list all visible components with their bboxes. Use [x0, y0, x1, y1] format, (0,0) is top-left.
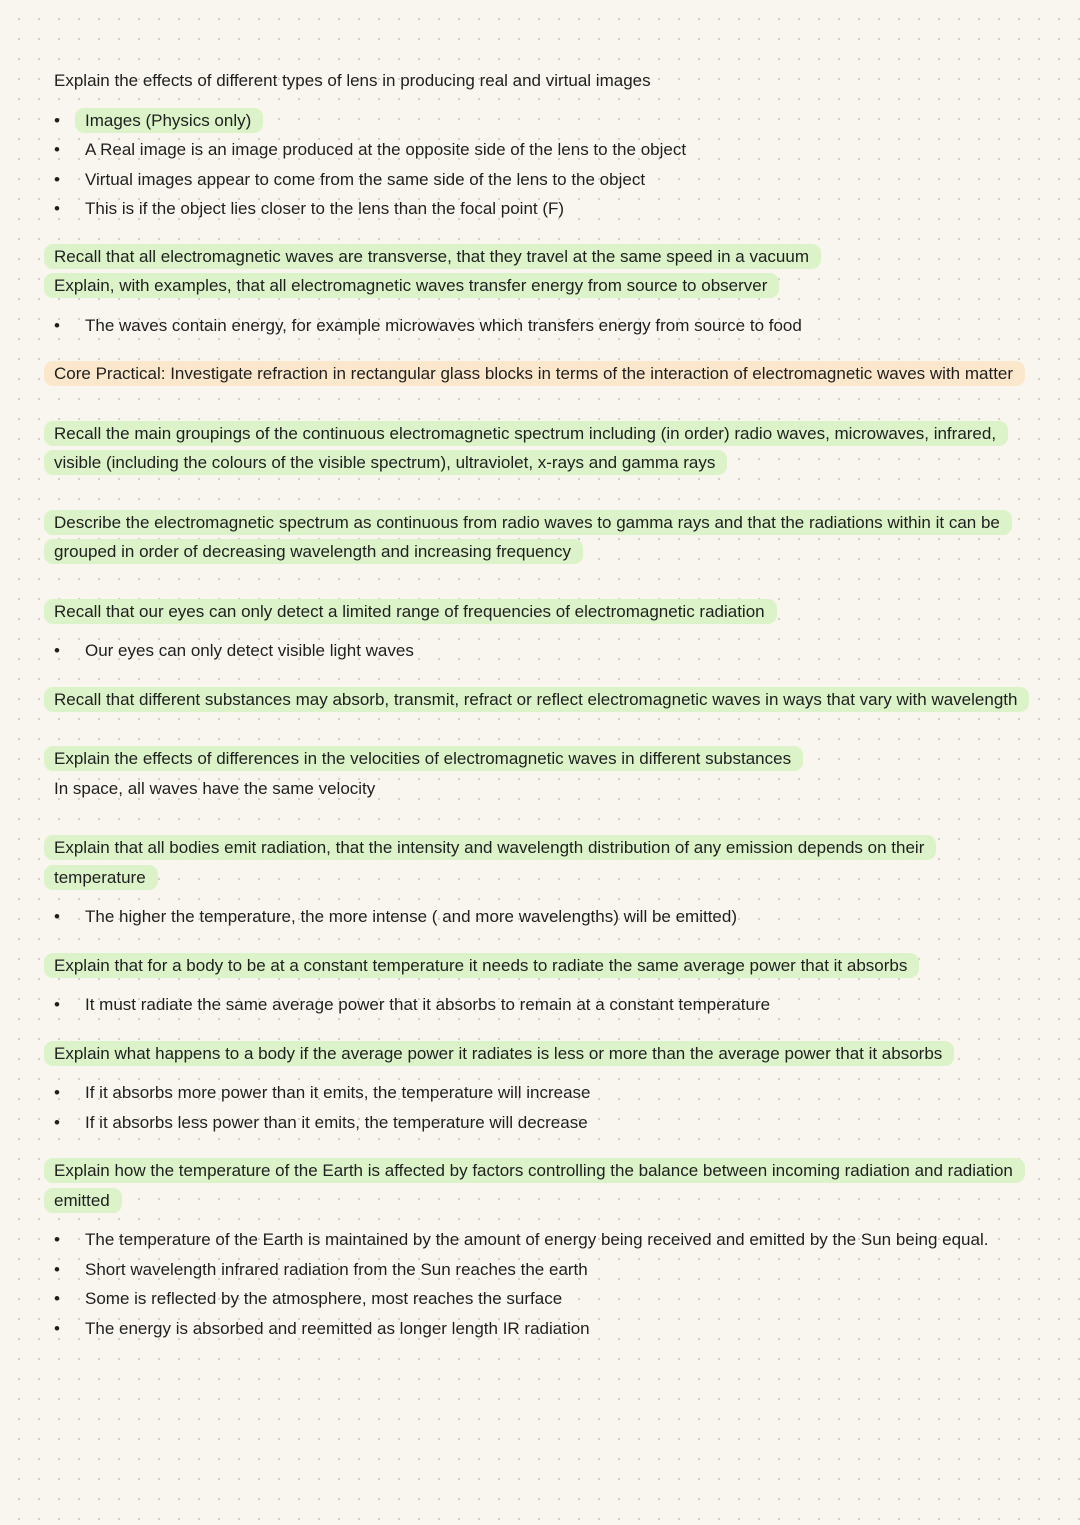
list-item: • The higher the temperature, the more intense ( and more wavelengths) will be emitted) — [54, 902, 1030, 932]
bullet-list — [54, 902, 1030, 932]
list-item: • A Real image is an image produced at the opposite side of the lens to the object — [54, 135, 1030, 165]
section-bodies-emit — [54, 833, 1030, 932]
section-em-waves-transverse — [54, 242, 1030, 341]
bullet-icon: • — [54, 169, 60, 189]
list-item: • If it absorbs less power than it emits, the temperature will decrease — [54, 1108, 1030, 1138]
list-item: • The energy is absorbed and reemitted as longer length IR radiation — [54, 1314, 1030, 1344]
section-subheading: Explain, with examples, that all electromagnetic waves transfer energy from source to observer — [54, 271, 1030, 301]
section-constant-temperature — [54, 951, 1030, 1020]
bullet-icon: • — [54, 1083, 60, 1102]
section-heading: Recall that our eyes can only detect a limited range of frequencies of electromagnetic radiation — [54, 597, 1030, 627]
section-heading: Explain how the temperature of the Earth is affected by factors controlling the balance between incoming radiation and radiation emitted — [54, 1156, 1030, 1215]
bullet-icon: • — [54, 1289, 60, 1308]
bullet-list — [54, 636, 1030, 666]
bullet-icon: • — [54, 995, 60, 1014]
bullet-icon: • — [54, 907, 60, 926]
bullet-icon: • — [54, 1112, 60, 1132]
bullet-icon: • — [54, 315, 60, 335]
section-eyes-detect — [54, 597, 1030, 666]
section-heading: Explain what happens to a body if the average power it radiates is less or more than the average power that it absorbs — [54, 1039, 1030, 1069]
section-heading: Explain the effects of different types of lens in producing real and virtual images — [54, 71, 651, 90]
section-heading: Explain that all bodies emit radiation, that the intensity and wavelength distribution of any emission depends on their temperature — [54, 833, 1030, 892]
bullet-icon: • — [54, 1318, 60, 1338]
section-lens-images — [54, 66, 1030, 224]
section-em-spectrum-continuous — [54, 508, 1030, 567]
section-heading: Recall that different substances may absorb, transmit, refract or reflect electromagnetic waves in ways that vary with wavelength — [54, 685, 1030, 715]
list-item: • Some is reflected by the atmosphere, most reaches the surface — [54, 1284, 1030, 1314]
list-item: • It must radiate the same average power that it absorbs to remain at a constant temperature — [54, 990, 1030, 1020]
bullet-list — [54, 311, 1030, 341]
section-note: In space, all waves have the same velocity — [54, 778, 376, 798]
list-item: • If it absorbs more power than it emits, the temperature will increase — [54, 1078, 1030, 1108]
bullet-icon: • — [54, 110, 60, 130]
section-core-practical — [54, 359, 1030, 389]
list-item: • This is if the object lies closer to the lens than the focal point (F) — [54, 194, 1030, 224]
section-em-spectrum-groupings — [54, 419, 1030, 478]
section-velocities — [54, 744, 1030, 803]
list-item: • Virtual images appear to come from the same side of the lens to the object — [54, 165, 1030, 195]
bullet-icon: • — [54, 1230, 60, 1249]
list-item: • The temperature of the Earth is maintained by the amount of energy being received and emitted by the Sun being equal. — [54, 1225, 1030, 1255]
list-item: • Short wavelength infrared radiation from the Sun reaches the earth — [54, 1255, 1030, 1285]
bullet-icon: • — [54, 199, 60, 218]
section-heading: Describe the electromagnetic spectrum as continuous from radio waves to gamma rays and that the radiations within it can be grouped in order of decreasing wavelength and increasing frequency — [54, 508, 1030, 567]
section-heading: Recall that all electromagnetic waves are transverse, that they travel at the same speed in a vacuum — [54, 242, 1030, 272]
bullet-list — [54, 1078, 1030, 1137]
section-heading: Recall the main groupings of the continuous electromagnetic spectrum including (in order) radio waves, microwaves, infrared, visible (including the colours of the visible spectrum), ultraviolet, x-rays and gamma rays — [54, 419, 1030, 478]
list-item: • Our eyes can only detect visible light waves — [54, 636, 1030, 666]
section-heading: Core Practical: Investigate refraction in rectangular glass blocks in terms of the interaction of electromagnetic waves with matter — [54, 359, 1030, 389]
bullet-icon: • — [54, 1259, 60, 1279]
section-substances-absorb — [54, 685, 1030, 715]
section-power-balance — [54, 1039, 1030, 1138]
list-item: • The waves contain energy, for example microwaves which transfers energy from source to food — [54, 311, 1030, 341]
bullet-list — [54, 990, 1030, 1020]
section-earth-temperature — [54, 1156, 1030, 1343]
bullet-list — [54, 1225, 1030, 1343]
notes-page — [0, 66, 1080, 1343]
list-item: • Images (Physics only) — [54, 106, 1030, 136]
section-heading: Explain that for a body to be at a constant temperature it needs to radiate the same average power that it absorbs — [54, 951, 1030, 981]
bullet-list — [54, 106, 1030, 224]
section-heading: Explain the effects of differences in the velocities of electromagnetic waves in different substances — [54, 744, 1030, 774]
bullet-icon: • — [54, 641, 60, 660]
bullet-icon: • — [54, 140, 60, 159]
